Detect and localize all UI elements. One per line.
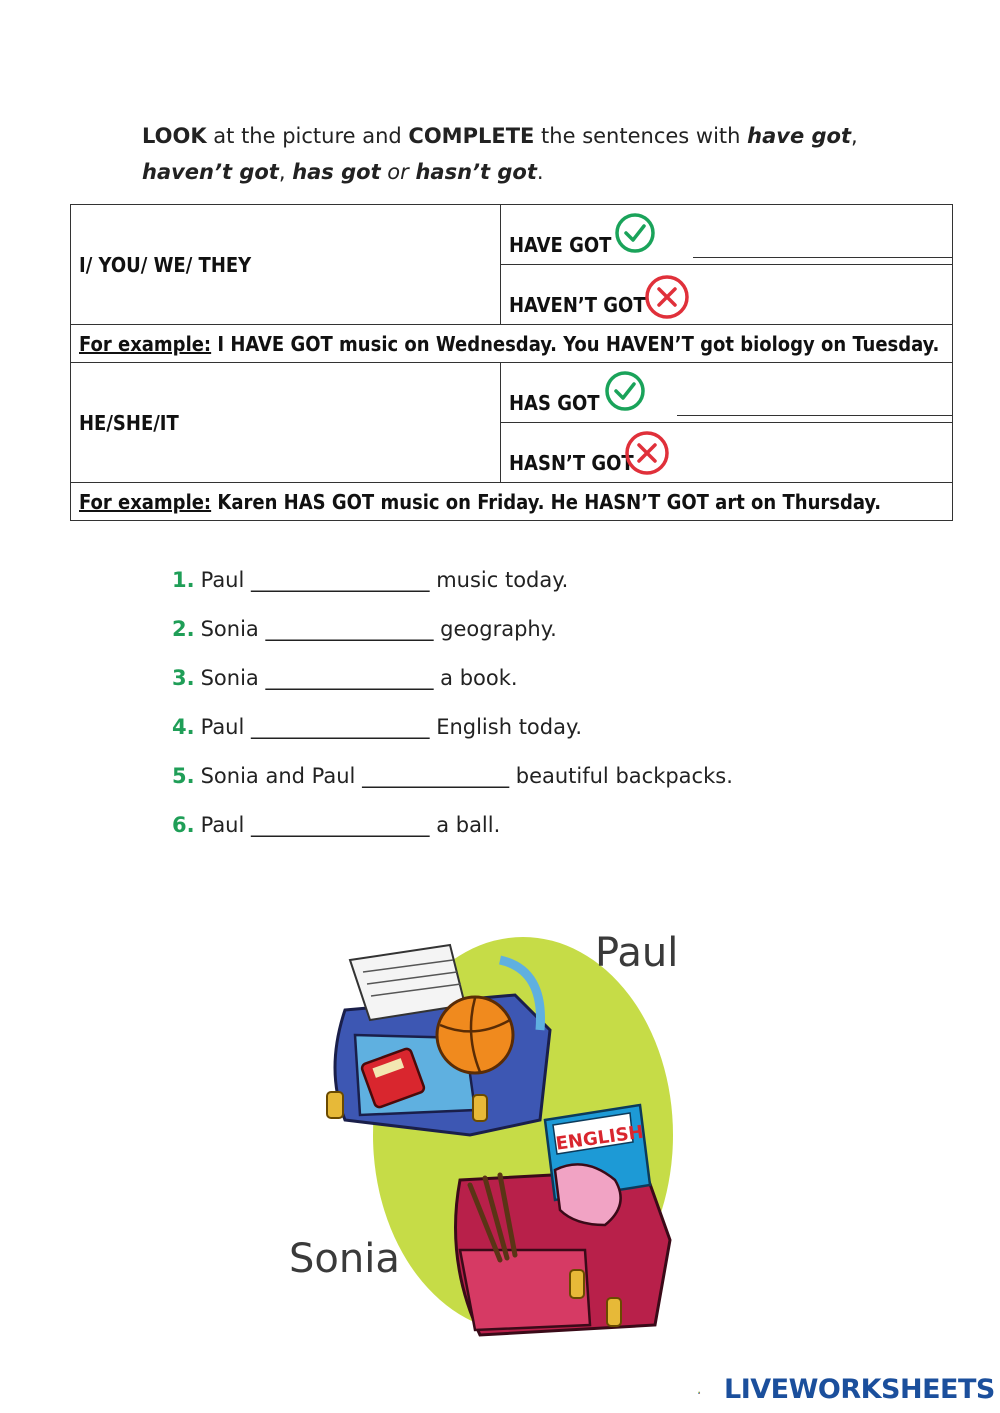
answer-blank[interactable]: _________________: [251, 715, 430, 739]
exercise-list: [172, 568, 733, 862]
instr-text-2: the sentences with: [534, 124, 748, 148]
example-text: I HAVE GOT music on Wednesday. You HAVEN’T got biology on Tuesday.: [211, 331, 940, 356]
instr-comma-2: ,: [278, 160, 293, 184]
exercise-item-1: [172, 568, 733, 617]
form-has-got-cell: [501, 363, 953, 423]
exercise-number: 6.: [172, 813, 195, 837]
form-has-got: HAS GOT: [509, 390, 600, 415]
exercise-item-5: [172, 764, 733, 813]
exercise-subject: Sonia: [200, 617, 266, 641]
exercise-rest: music today.: [429, 568, 569, 592]
instr-text-1: at the picture and: [206, 124, 409, 148]
label-paul: Paul: [595, 930, 679, 976]
exercise-subject: Sonia and Paul: [200, 764, 363, 788]
subject-plural: I/ YOU/ WE/ THEY: [71, 205, 501, 325]
label-sonia: Sonia: [289, 1236, 400, 1282]
check-icon: [613, 211, 657, 255]
answer-blank[interactable]: _________________: [251, 813, 430, 837]
answer-blank[interactable]: ______________: [362, 764, 510, 788]
example-text: Karen HAS GOT music on Friday. He HASN’T GOT art on Thursday.: [211, 489, 882, 514]
instr-complete: COMPLETE: [408, 124, 535, 148]
instr-form-havent-got: haven’t got: [142, 160, 279, 184]
exercise-subject: Sonia: [200, 666, 266, 690]
example-2: [71, 483, 953, 521]
grammar-table: [70, 204, 953, 521]
exercise-item-2: [172, 617, 733, 666]
exercise-number: 1.: [172, 568, 195, 592]
backpacks-illustration: [285, 920, 705, 1350]
book-label: ENGLISH: [554, 1121, 645, 1155]
cross-icon: [623, 429, 671, 477]
instr-or: or: [380, 160, 416, 184]
instr-period: .: [536, 160, 544, 184]
exercise-rest: English today.: [429, 715, 583, 739]
answer-blank[interactable]: _________________: [251, 568, 430, 592]
exercise-subject: Paul: [200, 813, 252, 837]
exercise-subject: Paul: [200, 568, 252, 592]
instructions: [142, 118, 922, 190]
instr-form-have-got: have got: [747, 124, 852, 148]
exercise-rest: beautiful backpacks.: [509, 764, 733, 788]
subject-singular: HE/SHE/IT: [71, 363, 501, 483]
exercise-number: 4.: [172, 715, 195, 739]
exercise-rest: geography.: [433, 617, 557, 641]
exercise-item-3: [172, 666, 733, 715]
instr-look: LOOK: [142, 124, 207, 148]
example-label: For example:: [79, 331, 212, 356]
instr-form-hasnt-got: hasn’t got: [415, 160, 537, 184]
exercise-number: 3.: [172, 666, 195, 690]
example-1: [71, 325, 953, 363]
form-have-got: HAVE GOT: [509, 232, 612, 257]
instr-comma-1: ,: [851, 124, 858, 148]
cross-icon: [643, 273, 691, 321]
exercise-item-4: [172, 715, 733, 764]
example-label: For example:: [79, 489, 212, 514]
exercise-subject: Paul: [200, 715, 252, 739]
form-hasnt-got-cell: [501, 423, 953, 483]
exercise-number: 2.: [172, 617, 195, 641]
exercise-rest: a book.: [433, 666, 518, 690]
answer-line: [693, 257, 952, 258]
answer-line: [677, 415, 952, 416]
form-hasnt-got: HASN’T GOT: [509, 450, 634, 475]
exercise-item-6: [172, 813, 733, 862]
exercise-rest: a ball.: [429, 813, 501, 837]
instr-form-has-got: has got: [292, 160, 381, 184]
check-icon: [603, 369, 647, 413]
form-havent-got: HAVEN’T GOT: [509, 292, 646, 317]
liveworksheets-logo-mark: [698, 1377, 724, 1409]
form-have-got-cell: [501, 205, 953, 265]
liveworksheets-logo[interactable]: LIVEWORKSHEETS: [724, 1374, 995, 1405]
answer-blank[interactable]: ________________: [265, 617, 434, 641]
exercise-number: 5.: [172, 764, 195, 788]
answer-blank[interactable]: ________________: [265, 666, 434, 690]
form-havent-got-cell: [501, 265, 953, 325]
